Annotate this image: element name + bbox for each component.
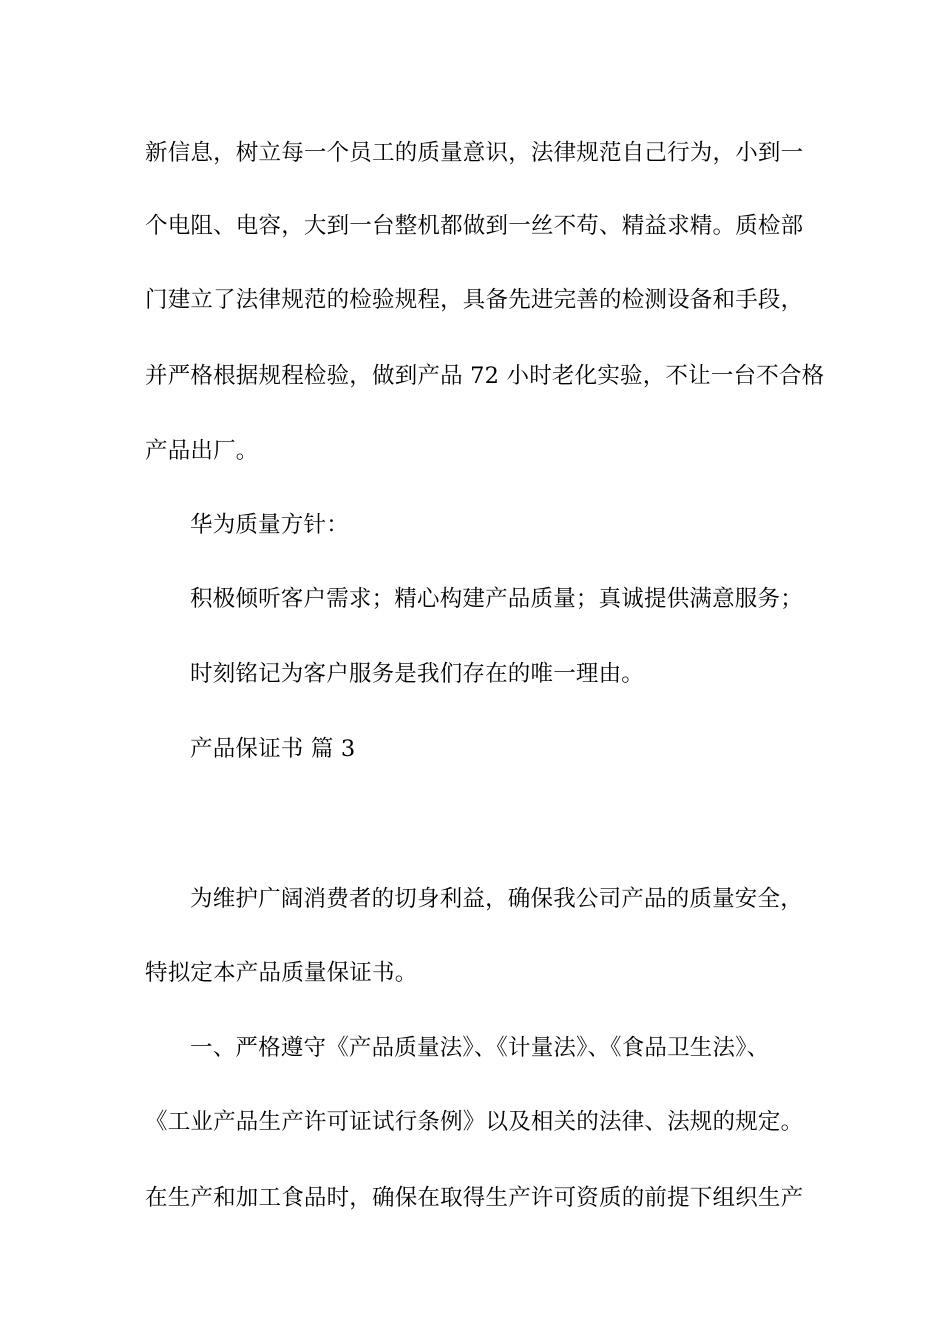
paragraph-line: 在生产和加工食品时，确保在取得生产许可资质的前提下组织生产: [145, 1185, 804, 1211]
paragraph-line: 产品出厂。: [145, 438, 259, 464]
paragraph-line: 个电阻、电容，大到一台整机都做到一丝不苟、精益求精。质检部: [145, 213, 804, 239]
paragraph-line: 为维护广阔消费者的切身利益，确保我公司产品的质量安全，: [190, 886, 803, 912]
paragraph-line: 并严格根据规程检验，做到产品 72 小时老化实验，不让一台不合格: [145, 363, 825, 389]
policy-line: 时刻铭记为客户服务是我们存在的唯一理由。: [190, 661, 645, 687]
paragraph-line: 《工业产品生产许可证试行条例》以及相关的法律、法规的规定。: [145, 1109, 804, 1135]
paragraph-line: 门建立了法律规范的检验规程，具备先进完善的检测设备和手段，: [145, 287, 804, 313]
paragraph-line: 特拟定本产品质量保证书。: [145, 960, 418, 986]
policy-title: 华为质量方针：: [190, 512, 349, 538]
paragraph-line: 新信息，树立每一个员工的质量意识，法律规范自己行为，小到一: [145, 140, 804, 166]
section-heading: 产品保证书 篇 3: [190, 736, 356, 762]
policy-line: 积极倾听客户需求；精心构建产品质量；真诚提供满意服务；: [190, 586, 803, 612]
paragraph-line: 一、严格遵守《产品质量法》、《计量法》、《食品卫生法》、: [190, 1035, 770, 1061]
